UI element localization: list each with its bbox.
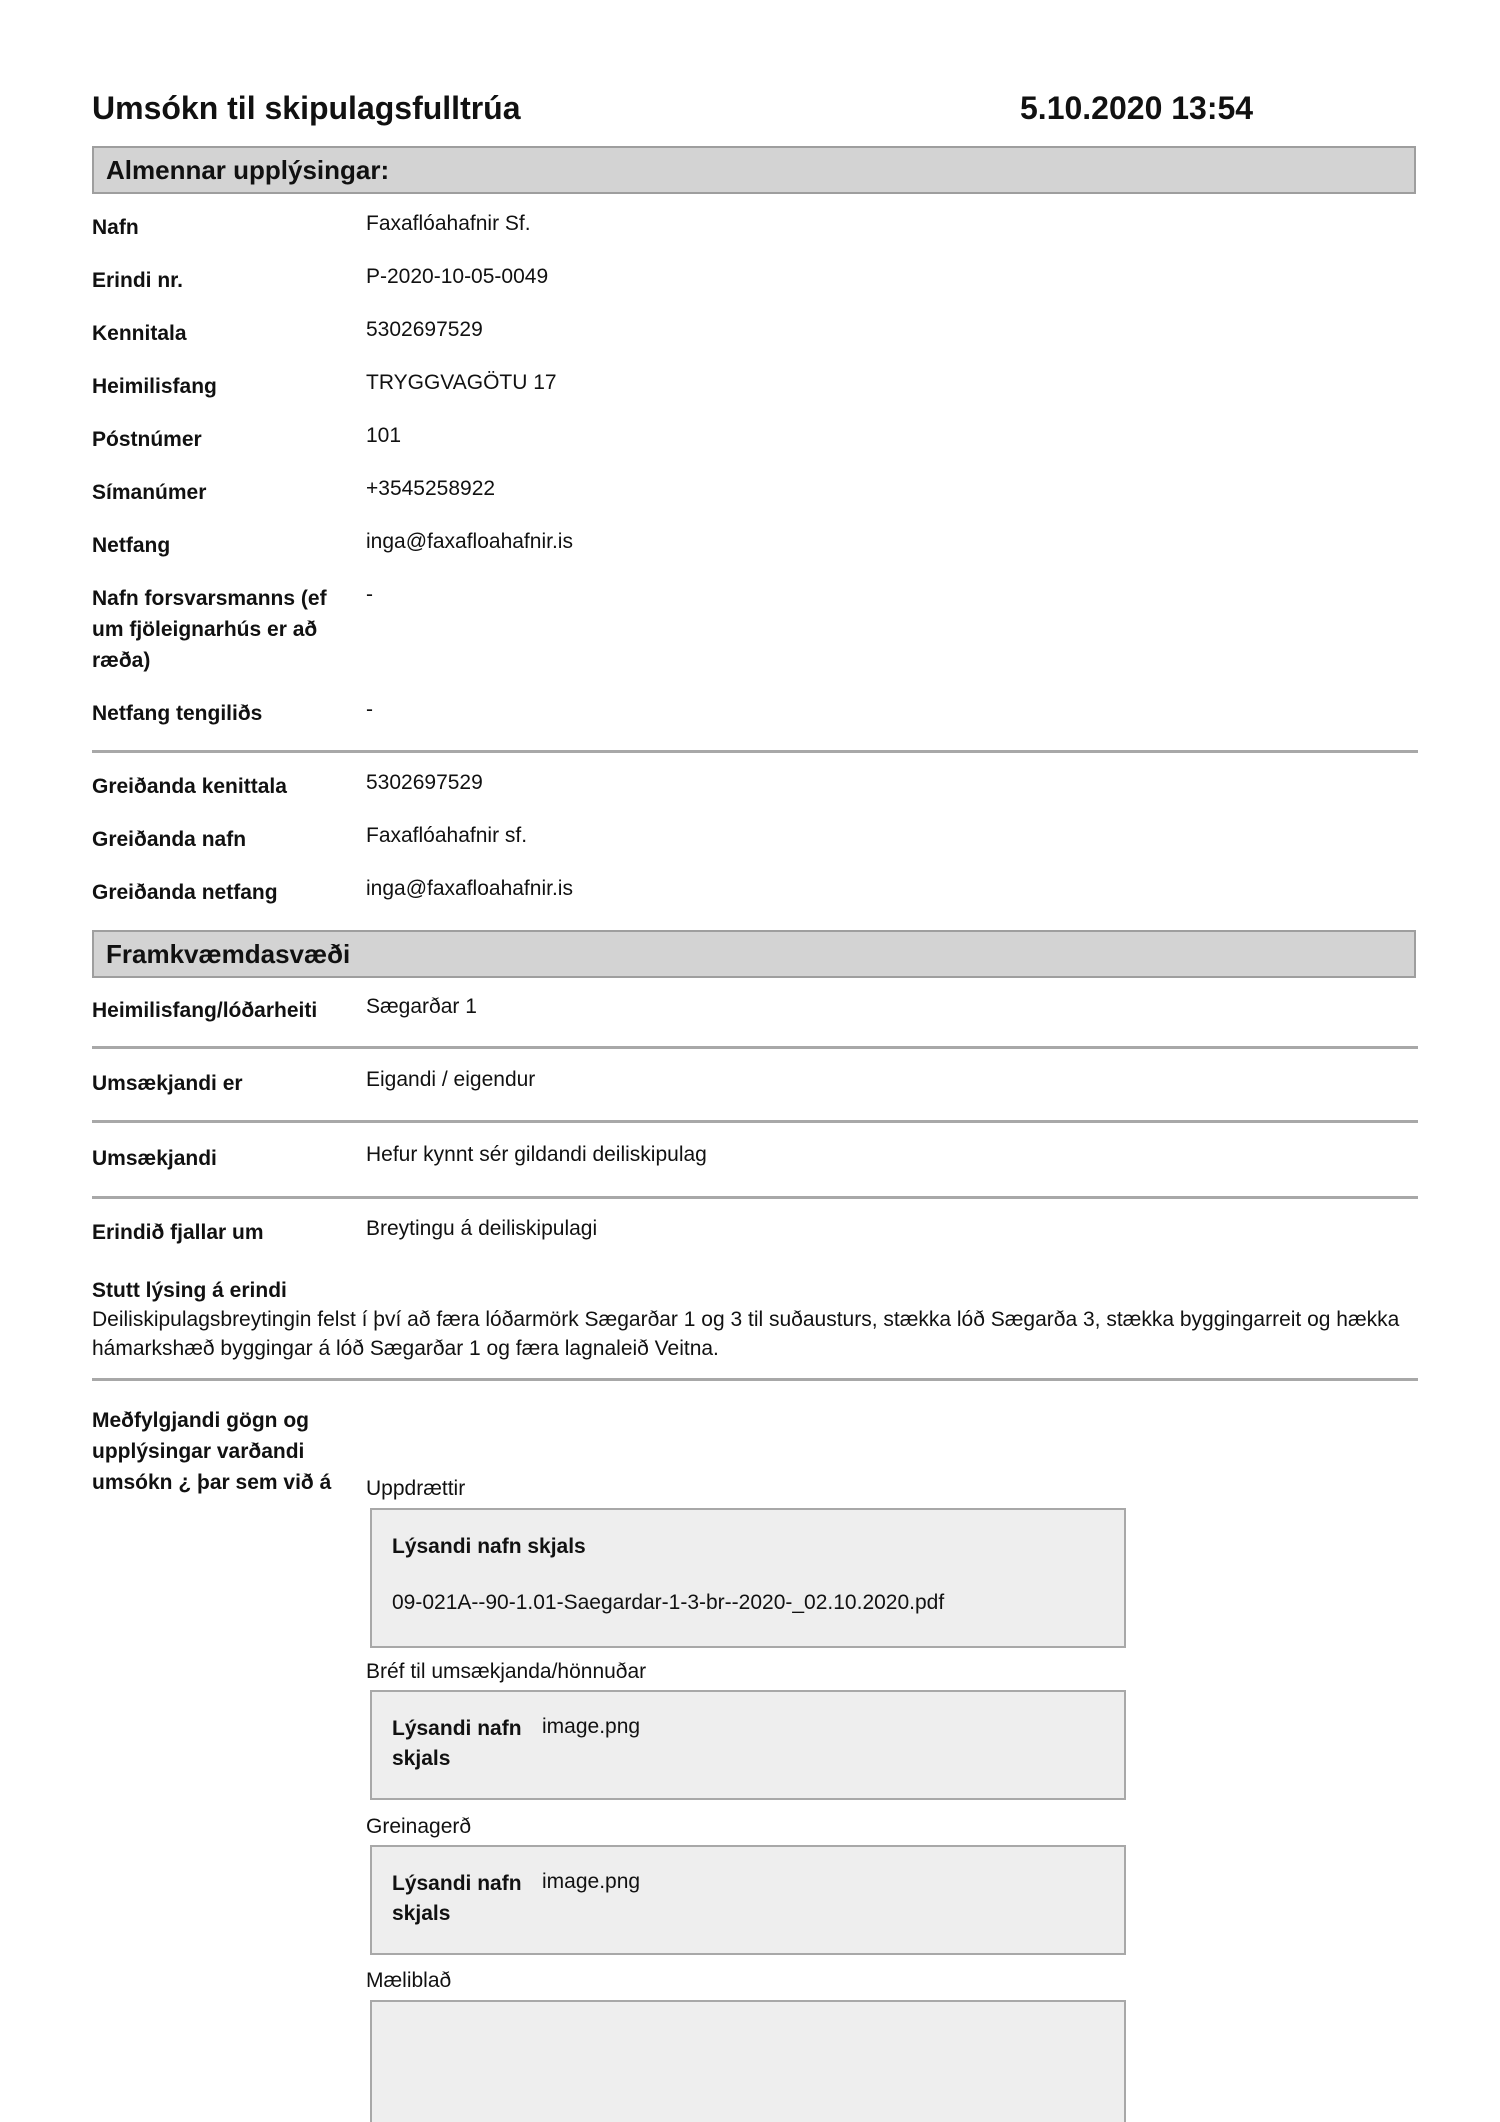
field-label: Greiðanda kenittala: [92, 775, 287, 798]
title-row: [92, 90, 1418, 134]
field-label: Heimilisfang: [92, 375, 217, 398]
attachment-group-title: Uppdrættir: [366, 1477, 466, 1500]
attachment-box-report: [370, 1845, 1126, 1955]
field-label: Erindið fjallar um: [92, 1221, 264, 1244]
attachment-file-link[interactable]: 09-021A--90-1.01-Saegardar-1-3-br--2020-_02.10.2020.pdf: [392, 1591, 945, 1614]
attachment-field-label: Lýsandi nafn skjals: [392, 1872, 522, 1925]
field-label: Netfang: [92, 534, 171, 557]
attachment-box-survey-sheet: [370, 2000, 1126, 2122]
field-value: -: [366, 698, 373, 721]
divider: [92, 1120, 1418, 1123]
attachment-group-title: Greinagerð: [366, 1815, 472, 1838]
field-label: Heimilisfang/lóðarheiti: [92, 999, 318, 1022]
attachment-group-title: Mæliblað: [366, 1969, 452, 1992]
description-text: Deiliskipulagsbreytingin felst í því að færa lóðarmörk Sægarðar 1 og 3 til suðausturs, stækka lóð Sægarða 3, stækka byggingarreit og hækka hámarkshæð byggingar á lóð Sægarðar 1 og færa lagnaleið Veitna.: [92, 1308, 1400, 1360]
field-value: +3545258922: [366, 477, 496, 500]
field-value: Breytingu á deiliskipulagi: [366, 1217, 598, 1240]
field-label: Símanúmer: [92, 481, 207, 504]
attachment-group-title: Bréf til umsækjanda/hönnuðar: [366, 1660, 647, 1683]
field-label: Greiðanda netfang: [92, 881, 278, 904]
attachment-file-link[interactable]: image.png: [542, 1715, 641, 1738]
divider: [92, 1046, 1418, 1049]
field-value: 101: [366, 424, 402, 447]
field-label: Póstnúmer: [92, 428, 202, 451]
field-label: Erindi nr.: [92, 269, 184, 292]
description-block: [92, 1276, 1418, 1363]
divider: [92, 1378, 1418, 1381]
section-header-general: Almennar upplýsingar:: [92, 146, 1416, 194]
field-value: inga@faxafloahafnir.is: [366, 877, 573, 900]
field-value: 5302697529: [366, 318, 483, 341]
field-label: Umsækjandi: [92, 1147, 217, 1170]
attachments-label: Meðfylgjandi gögn og upplýsingar varðandi umsókn ¿ þar sem við á: [92, 1409, 332, 1494]
field-value: Faxaflóahafnir sf.: [366, 824, 528, 847]
submission-datetime: 5.10.2020 13:54: [1020, 90, 1254, 126]
field-value: P-2020-10-05-0049: [366, 265, 549, 288]
field-label: Netfang tengiliðs: [92, 702, 263, 725]
field-value: Hefur kynnt sér gildandi deiliskipulag: [366, 1143, 707, 1166]
attachment-field-label: Lýsandi nafn skjals: [392, 1535, 586, 1558]
field-label: Umsækjandi er: [92, 1072, 243, 1095]
page-title: Umsókn til skipulagsfulltrúa: [92, 90, 521, 126]
field-value: Eigandi / eigendur: [366, 1068, 536, 1091]
field-value: Faxaflóahafnir Sf.: [366, 212, 531, 235]
description-label: Stutt lýsing á erindi: [92, 1279, 287, 1302]
field-value: 5302697529: [366, 771, 483, 794]
attachment-field-label: Lýsandi nafn skjals: [392, 1717, 522, 1770]
attachment-box-letter: [370, 1690, 1126, 1800]
divider: [92, 750, 1418, 753]
divider: [92, 1196, 1418, 1199]
field-value: TRYGGVAGÖTU 17: [366, 371, 557, 394]
section-header-site: Framkvæmdasvæði: [92, 930, 1416, 978]
field-value: -: [366, 583, 373, 606]
field-label: Greiðanda nafn: [92, 828, 247, 851]
field-value: inga@faxafloahafnir.is: [366, 530, 573, 553]
field-label: Nafn forsvarsmanns (ef um fjöleignarhús er að ræða): [92, 587, 327, 672]
field-label: Kennitala: [92, 322, 187, 345]
field-value: Sægarðar 1: [366, 995, 477, 1018]
attachment-file-link[interactable]: image.png: [542, 1870, 641, 1893]
attachment-box-drawings: [370, 1508, 1126, 1648]
field-label: Nafn: [92, 216, 139, 239]
